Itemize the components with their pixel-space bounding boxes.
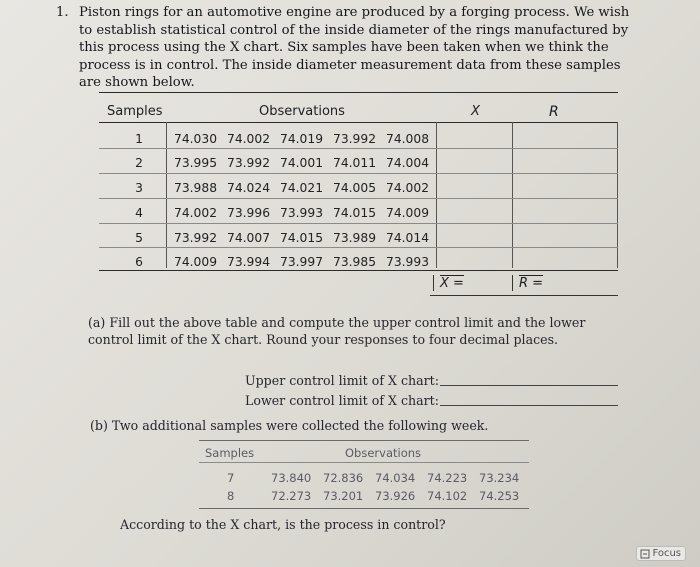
row-divider	[99, 173, 618, 174]
question-text: According to the X chart, is the process in control?	[120, 517, 446, 532]
obs-value: 74.009	[174, 255, 218, 269]
obs-value: 74.034	[375, 471, 416, 485]
obs-value: 74.015	[280, 231, 324, 245]
obs-value: 73.993	[386, 255, 430, 269]
obs-value: 73.988	[174, 181, 218, 195]
header-rule	[99, 122, 618, 123]
lcl-answer-blank[interactable]	[440, 405, 618, 406]
ucl-label: Upper control limit of X chart:	[245, 373, 439, 388]
obs-value: 73.995	[174, 156, 218, 170]
problem-number: 1.	[56, 5, 69, 20]
rbar-left-bar	[512, 275, 513, 291]
part-a-text: (a) Fill out the above table and compute the upper control limit and the lower control limit of the X chart. Round your responses to four decimal places.	[88, 315, 586, 347]
xbarbar-label: X =	[440, 276, 464, 291]
sample-number: 2	[135, 156, 143, 170]
t2-top-rule	[199, 440, 529, 441]
header-xbar: X	[471, 104, 480, 119]
table-row	[99, 251, 618, 275]
xbarbar-left-bar	[433, 275, 434, 291]
obs-value: 72.273	[271, 489, 312, 503]
header-samples: Samples	[107, 104, 163, 119]
observations	[271, 489, 527, 503]
obs-value: 74.011	[333, 156, 377, 170]
header-r: R	[549, 104, 559, 120]
obs-value: 74.008	[386, 132, 430, 146]
t2-header-observations: Observations	[345, 446, 422, 460]
obs-value: 73.840	[271, 471, 312, 485]
lcl-label: Lower control limit of X chart:	[245, 393, 439, 408]
obs-value: 74.009	[386, 206, 430, 220]
obs-value: 74.004	[386, 156, 430, 170]
obs-value: 74.030	[174, 132, 218, 146]
sample-number: 5	[135, 231, 143, 245]
observations	[174, 156, 439, 170]
observations	[174, 132, 439, 146]
obs-value: 74.005	[333, 181, 377, 195]
sample-number: 7	[227, 471, 235, 485]
obs-value: 74.102	[427, 489, 468, 503]
obs-value: 74.223	[427, 471, 468, 485]
t2-header-rule	[199, 462, 529, 463]
problem-statement	[56, 4, 636, 92]
obs-value: 74.007	[227, 231, 271, 245]
obs-value: 74.253	[479, 489, 520, 503]
obs-value: 74.024	[227, 181, 271, 195]
problem-text: Piston rings for an automotive engine are produced by a forging process. We wish to establish statistical control of the inside diameter of the rings manufactured by this process using the X chart. Six samples have been taken when we think the process is in control. The inside diameter measurement data from these samples are shown below.	[79, 5, 630, 90]
obs-value: 74.014	[386, 231, 430, 245]
obs-value: 74.001	[280, 156, 324, 170]
observations	[174, 255, 439, 269]
observations	[174, 181, 439, 195]
obs-value: 74.002	[174, 206, 218, 220]
table-bottom-rule	[99, 270, 618, 271]
obs-value: 74.015	[333, 206, 377, 220]
row-divider	[99, 247, 618, 248]
row-divider	[99, 148, 618, 149]
sample-number: 6	[135, 255, 143, 269]
obs-value: 73.201	[323, 489, 364, 503]
sample-number: 4	[135, 206, 143, 220]
summary-rule	[430, 295, 618, 296]
obs-value: 73.997	[280, 255, 324, 269]
part-b-text: (b) Two additional samples were collected the following week.	[90, 418, 489, 433]
focus-label: Focus	[652, 548, 681, 559]
sample-number: 8	[227, 489, 235, 503]
observations	[174, 231, 439, 245]
obs-value: 74.002	[227, 132, 271, 146]
obs-value: 73.992	[333, 132, 377, 146]
obs-value: 73.992	[227, 156, 271, 170]
row-divider	[99, 223, 618, 224]
sample-number: 1	[135, 132, 143, 146]
obs-value: 73.926	[375, 489, 416, 503]
table-header	[99, 92, 618, 120]
obs-value: 72.836	[323, 471, 364, 485]
obs-value: 73.985	[333, 255, 377, 269]
observations	[174, 206, 439, 220]
t2-bottom-rule	[199, 508, 529, 509]
sample-number: 3	[135, 181, 143, 195]
obs-value: 73.993	[280, 206, 324, 220]
header-observations: Observations	[259, 104, 345, 119]
obs-value: 73.996	[227, 206, 271, 220]
rbar-label: R =	[519, 276, 544, 291]
obs-value: 74.021	[280, 181, 324, 195]
t2-header-samples: Samples	[205, 446, 255, 460]
obs-value: 73.989	[333, 231, 377, 245]
obs-value: 73.234	[479, 471, 520, 485]
obs-value: 74.019	[280, 132, 324, 146]
focus-button[interactable]	[636, 546, 686, 561]
focus-icon	[640, 549, 650, 559]
ucl-answer-blank[interactable]	[440, 385, 618, 386]
obs-value: 73.994	[227, 255, 271, 269]
row-divider	[99, 198, 618, 199]
observations	[271, 471, 527, 485]
obs-value: 73.992	[174, 231, 218, 245]
obs-value: 74.002	[386, 181, 430, 195]
